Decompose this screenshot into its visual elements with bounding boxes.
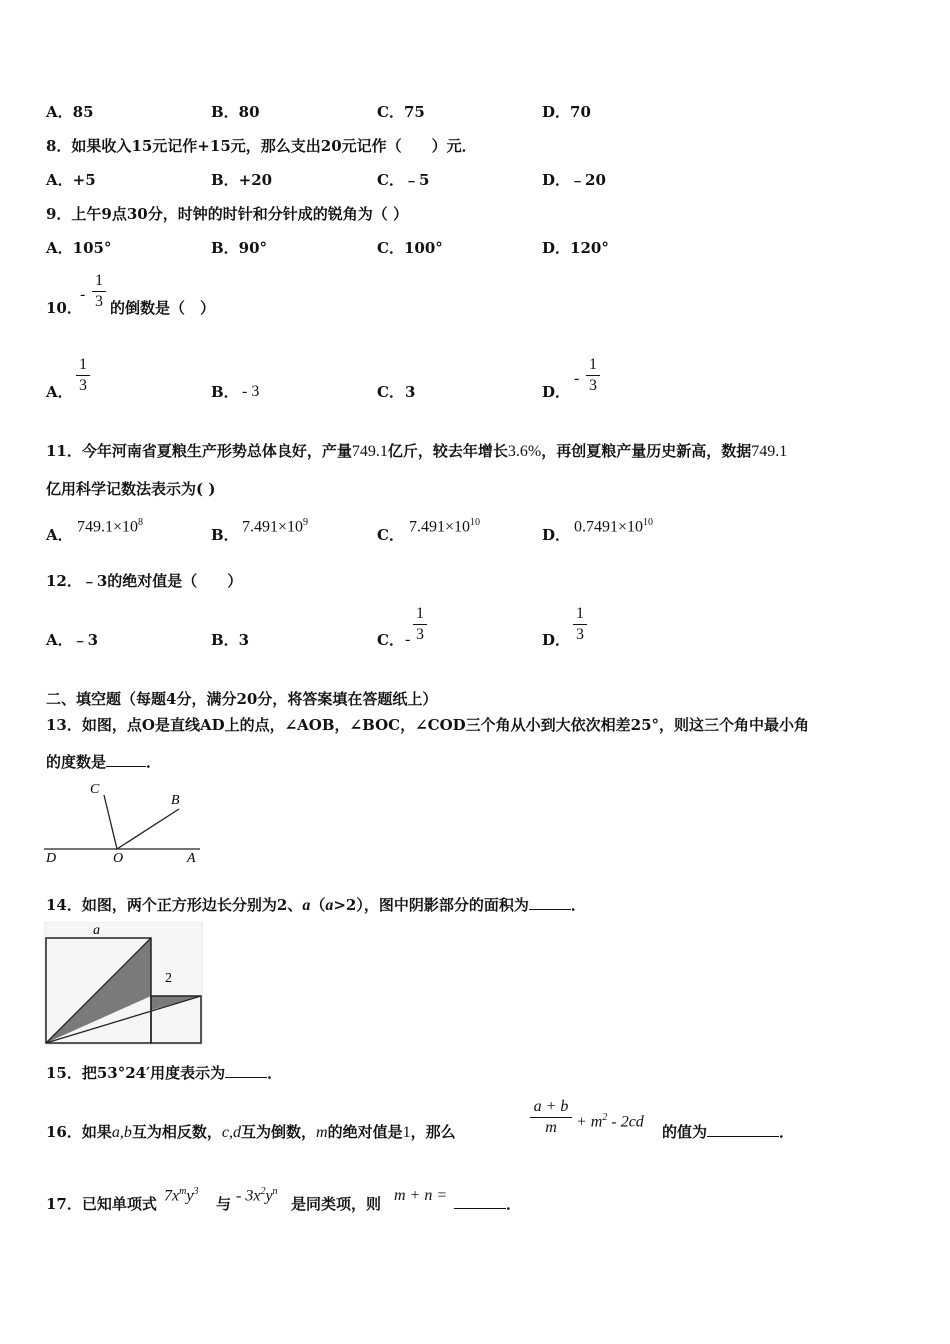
frac-den: 3: [589, 377, 597, 394]
q14-squares-figure: [44, 922, 204, 1046]
q15-stem: [46, 1063, 282, 1083]
q10-option-d-label: D．: [542, 383, 571, 401]
q11-text-2: 亿斤，较去年增长: [387, 442, 508, 460]
q8-option-a: A．+5: [46, 171, 96, 189]
q13-line1: 13．如图，点O是直线AD上的点，∠AOB，∠BOC，∠COD三个角从小到大依次相差25°，则这三个角中最小角: [46, 716, 810, 734]
q11-option-a-label: A．: [46, 526, 73, 544]
q11-text-1: 11．今年河南省夏粮生产形势总体良好，产量: [46, 442, 352, 460]
q16-text-4: 的绝对值是: [327, 1123, 403, 1141]
q14-var-a: a: [325, 897, 334, 914]
q16-text-6: 的值为: [662, 1123, 708, 1141]
term-part: y: [186, 1187, 194, 1205]
q10-option-d-fraction: [586, 356, 600, 395]
q8-option-b: B．+20: [211, 171, 273, 189]
q8-stem: 8．如果收入15元记作+15元，那么支出20元记作（ ）元．: [46, 137, 477, 155]
q11-option-b-label: B．: [211, 526, 239, 544]
q16-text-2: 互为相反数，: [131, 1123, 222, 1141]
q16-fraction: [530, 1098, 572, 1137]
frac-bar: [586, 375, 600, 376]
q8-option-c: C．﹣5: [377, 171, 430, 189]
label-b: B: [171, 793, 180, 808]
section-2-heading: 二、填空题（每题4分，满分20分，将答案填在答题纸上）: [46, 690, 438, 708]
answer-blank: [529, 895, 571, 910]
q11-option-d-label: D．: [542, 526, 571, 544]
ray-ob: [117, 809, 179, 849]
sci-base: 0.7491×10: [574, 518, 644, 536]
q13-line2: [46, 752, 161, 772]
frac-den: 3: [416, 626, 424, 643]
q12-option-c-minus: -: [405, 631, 411, 648]
q16-vars-ab: a,b: [111, 1124, 132, 1141]
q8-option-d: D．﹣20: [542, 171, 606, 189]
q10-option-c-value: 3: [405, 383, 416, 401]
q15-period: ．: [267, 1064, 283, 1082]
q9-stem: 9．上午9点30分，时钟的时针和分针成的锐角为（ ）: [46, 205, 408, 223]
q12-option-d-fraction: [573, 605, 587, 644]
q12-option-d-label: D．: [542, 631, 571, 649]
q11-option-c-value: [409, 513, 480, 537]
label-a: a: [93, 923, 100, 938]
q17-text-3: 是同类项，则: [291, 1195, 382, 1213]
q10-option-b-label: B．: [211, 383, 239, 401]
q7-option-a: A．85: [46, 103, 94, 121]
frac-den: 3: [79, 377, 87, 394]
q10-frac-num: 1: [95, 272, 103, 289]
q10-option-b-value: - 3: [242, 383, 260, 400]
q11-option-a-value: [77, 513, 143, 537]
q11-option-b-value: [242, 513, 308, 537]
q11-value-2: 3.6%: [507, 443, 542, 460]
sci-base: 7.491×10: [409, 518, 471, 536]
q9-option-d: D．120°: [542, 239, 609, 257]
q16-text-5: ，那么: [410, 1123, 456, 1141]
q17-text-1: 17．已知单项式: [46, 1195, 157, 1213]
q10-fraction: [92, 272, 106, 311]
q17-period: ．: [506, 1195, 522, 1213]
expr-part: - 2cd: [607, 1113, 644, 1131]
frac-bar: [413, 624, 427, 625]
q10-option-a-label: A．: [46, 383, 73, 401]
term-exp: 3: [193, 1186, 199, 1197]
q12-option-c-label: C．: [377, 631, 404, 649]
term-part: 7x: [164, 1187, 180, 1205]
answer-blank: [454, 1194, 506, 1209]
sci-base: 7.491×10: [242, 518, 304, 536]
q14-text-2: （: [310, 896, 326, 914]
q10-number: 10．: [46, 299, 82, 317]
q10-option-d-minus: -: [574, 370, 580, 387]
sci-exp: 10: [470, 517, 481, 528]
label-c: C: [90, 782, 100, 797]
q10-frac-den: 3: [95, 293, 103, 310]
q14-var-a: a: [302, 897, 311, 914]
frac-den: m: [545, 1119, 557, 1136]
answer-blank: [225, 1063, 267, 1078]
q17-expression: m + n =: [394, 1187, 448, 1204]
sci-exp: 8: [138, 517, 144, 528]
q9-option-b: B．90°: [211, 239, 268, 257]
label-o: O: [113, 851, 124, 866]
q13-angle-figure: [44, 780, 204, 865]
frac-bar: [530, 1117, 572, 1118]
q14-text-3: >2），图中阴影部分的面积为: [333, 896, 529, 914]
frac-num: 1: [576, 605, 584, 622]
label-2: 2: [165, 971, 172, 986]
frac-num: a + b: [533, 1098, 569, 1115]
q16-text-3: 互为倒数，: [241, 1123, 317, 1141]
q11-value-1: 749.1: [351, 443, 388, 460]
frac-bar: [573, 624, 587, 625]
q11-option-c-label: C．: [377, 526, 404, 544]
q12-option-a: A．﹣3: [46, 631, 99, 649]
label-d: D: [46, 851, 57, 866]
q11-line1: [46, 441, 787, 462]
q16-var-m: m: [316, 1124, 328, 1141]
frac-num: 1: [79, 356, 87, 373]
q16-expression-tail: [576, 1108, 644, 1132]
frac-num: 1: [416, 605, 424, 622]
q13-text: 的度数是: [46, 753, 107, 771]
q12-option-b: B．3: [211, 631, 250, 649]
term-exp: m: [179, 1186, 187, 1197]
q16-period: ．: [779, 1123, 795, 1141]
q10-option-a-fraction: [76, 356, 90, 395]
q9-option-a: A．105°: [46, 239, 112, 257]
q15-text: 15．把53°24′用度表示为: [46, 1064, 226, 1082]
q7-option-c: C．75: [377, 103, 425, 121]
sci-base: 749.1×10: [77, 518, 139, 536]
q17-tail: [454, 1194, 521, 1214]
term-exp: 2: [260, 1186, 266, 1197]
q17-term-1: [164, 1182, 198, 1206]
sci-exp: 9: [303, 517, 309, 528]
q9-option-c: C．100°: [377, 239, 443, 257]
sci-exp: 10: [643, 517, 654, 528]
q14-text-1: 14．如图，两个正方形边长分别为2、: [46, 896, 303, 914]
q14-stem: [46, 895, 586, 916]
q12-option-c-fraction: [413, 605, 427, 644]
q11-option-d-value: [574, 513, 653, 537]
frac-bar: [92, 291, 106, 292]
q7-option-b: B．80: [211, 103, 260, 121]
ray-oc: [104, 795, 117, 849]
q14-period: ．: [570, 896, 586, 914]
term-exp: n: [272, 1186, 278, 1197]
expr-part: + m: [576, 1113, 603, 1131]
term-part: - 3x: [236, 1187, 261, 1205]
q16-vars-cd: c,d: [221, 1124, 241, 1141]
q17-term-2: [236, 1182, 278, 1206]
frac-bar: [76, 375, 90, 376]
q7-option-d: D．70: [542, 103, 591, 121]
q11-line2: 亿用科学记数法表示为( ): [46, 480, 216, 498]
q11-text-3: ，再创夏粮产量历史新高，数据: [541, 442, 752, 460]
q16-stem: [46, 1122, 456, 1143]
answer-blank: [707, 1122, 779, 1137]
frac-den: 3: [576, 626, 584, 643]
q10-stem-tail: 的倒数是（ ）: [110, 299, 216, 317]
q16-one: 1: [402, 1124, 411, 1141]
q13-period: ．: [146, 753, 162, 771]
q16-text-1: 16．如果: [46, 1123, 112, 1141]
q17-text-2: 与: [216, 1195, 232, 1213]
q11-value-3: 749.1: [751, 443, 788, 460]
q10-option-c-label: C．: [377, 383, 404, 401]
q16-stem-tail: [662, 1122, 794, 1142]
expr-exp: 2: [602, 1112, 608, 1123]
frac-num: 1: [589, 356, 597, 373]
answer-blank: [106, 752, 146, 767]
term-part: y: [265, 1187, 273, 1205]
label-a: A: [187, 851, 196, 866]
q12-stem: 12．﹣3的绝对值是（ ）: [46, 572, 243, 590]
q10-minus: -: [80, 286, 86, 303]
